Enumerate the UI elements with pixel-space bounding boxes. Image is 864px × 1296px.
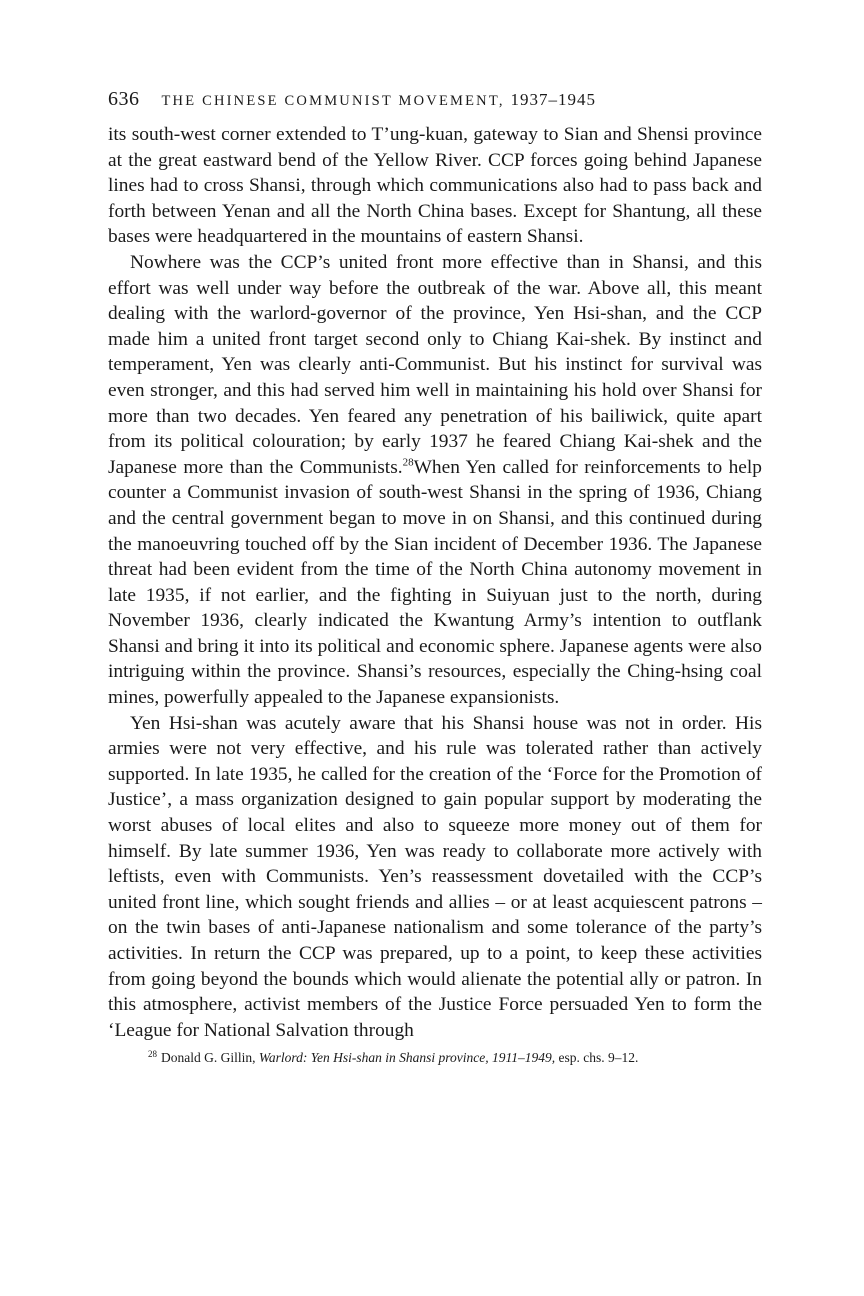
footnote-reference: 28	[402, 456, 414, 469]
paragraph-2-text-b: When Yen called for reinforcements to help counter a Communist invasion of south-west Shansi in the spring of 1936, Chiang and the central government began to move in on Shansi, and this continued during the manoeuvring touched off by the Sian incident of December 1936. The Japanese threat had been evident from the time of the North China autonomy movement in late 1935, if not earlier, and the fighting in Suiyuan just to the north, during November 1936, clearly indicated the Kwantung Army’s intention to outflank Shansi and bring it into its political and economic sphere. Japanese agents were also intriguing within the province. Shansi’s resources, especially the Ching-hsing coal mines, powerfully appealed to the Japanese expansionists.	[108, 456, 762, 709]
footnote-number: 28	[148, 1048, 157, 1059]
footnote-title: Warlord: Yen Hsi-shan in Shansi province, 1911–1949,	[258, 1050, 556, 1066]
footnote-author: Donald G. Gillin,	[161, 1050, 256, 1066]
running-title	[162, 90, 597, 110]
paragraph-2	[108, 250, 762, 711]
running-head	[108, 88, 762, 118]
paragraph-3-text: Yen Hsi-shan was acutely aware that his Shansi house was not in order. His armies were not very effective, and his rule was tolerated rather than actively supported. In late 1935, he called for the creation of the ‘Force for the Promotion of Justice’, a mass organization designed to gain popular support by moderating the worst abuses of local elites and also to squeeze more money out of them for himself. By late summer 1936, Yen was ready to collaborate more actively with leftists, even with Communists. Yen’s reassessment dovetailed with the CCP’s united front line, which sought friends and allies – or at least acquiescent patrons – on the twin bases of anti-Japanese nationalism and some tolerance of the party’s activities. In return the CCP was prepared, up to a point, to keep these activities from going beyond the bounds which would alienate the potential ally or patron. In this atmosphere, activist members of the Justice Force persuaded Yen to form the ‘League for National Salvation through	[108, 712, 762, 1041]
paragraph-1	[108, 122, 762, 250]
running-title-years: 1937–1945	[510, 90, 596, 109]
footnote-rest: esp. chs. 9–12.	[558, 1050, 639, 1066]
paragraph-2-text-a: Nowhere was the CCP’s united front more effective than in Shansi, and this effort was well under way before the outbreak of the war. Above all, this meant dealing with the warlord-governor of the province, Yen Hsi-shan, and the CCP made him a united front target second only to Chiang Kai-shek. By instinct and temperament, Yen was clearly anti-Communist. But his instinct for survival was even stronger, and this had served him well in maintaining his hold over Shansi for more than two decades. Yen feared any penetration of his bailiwick, quite apart from its political colouration; by early 1937 he feared Chiang Kai-shek and the Japanese more than the Communists.	[108, 251, 762, 478]
page-number: 636	[108, 88, 140, 110]
running-title-text: THE CHINESE COMMUNIST MOVEMENT,	[161, 93, 505, 109]
paragraph-3	[108, 711, 762, 1044]
body-text	[108, 122, 762, 1043]
book-page	[108, 88, 762, 1066]
footnote	[108, 1049, 762, 1066]
paragraph-1-text: its south-west corner extended to T’ung-kuan, gateway to Sian and Shensi province at the great eastward bend of the Yellow River. CCP forces going behind Japanese lines had to cross Shansi, through which communications also had to pass back and forth between Yenan and all the North China bases. Except for Shantung, all these bases were headquartered in the mountains of eastern Shansi.	[108, 124, 762, 248]
